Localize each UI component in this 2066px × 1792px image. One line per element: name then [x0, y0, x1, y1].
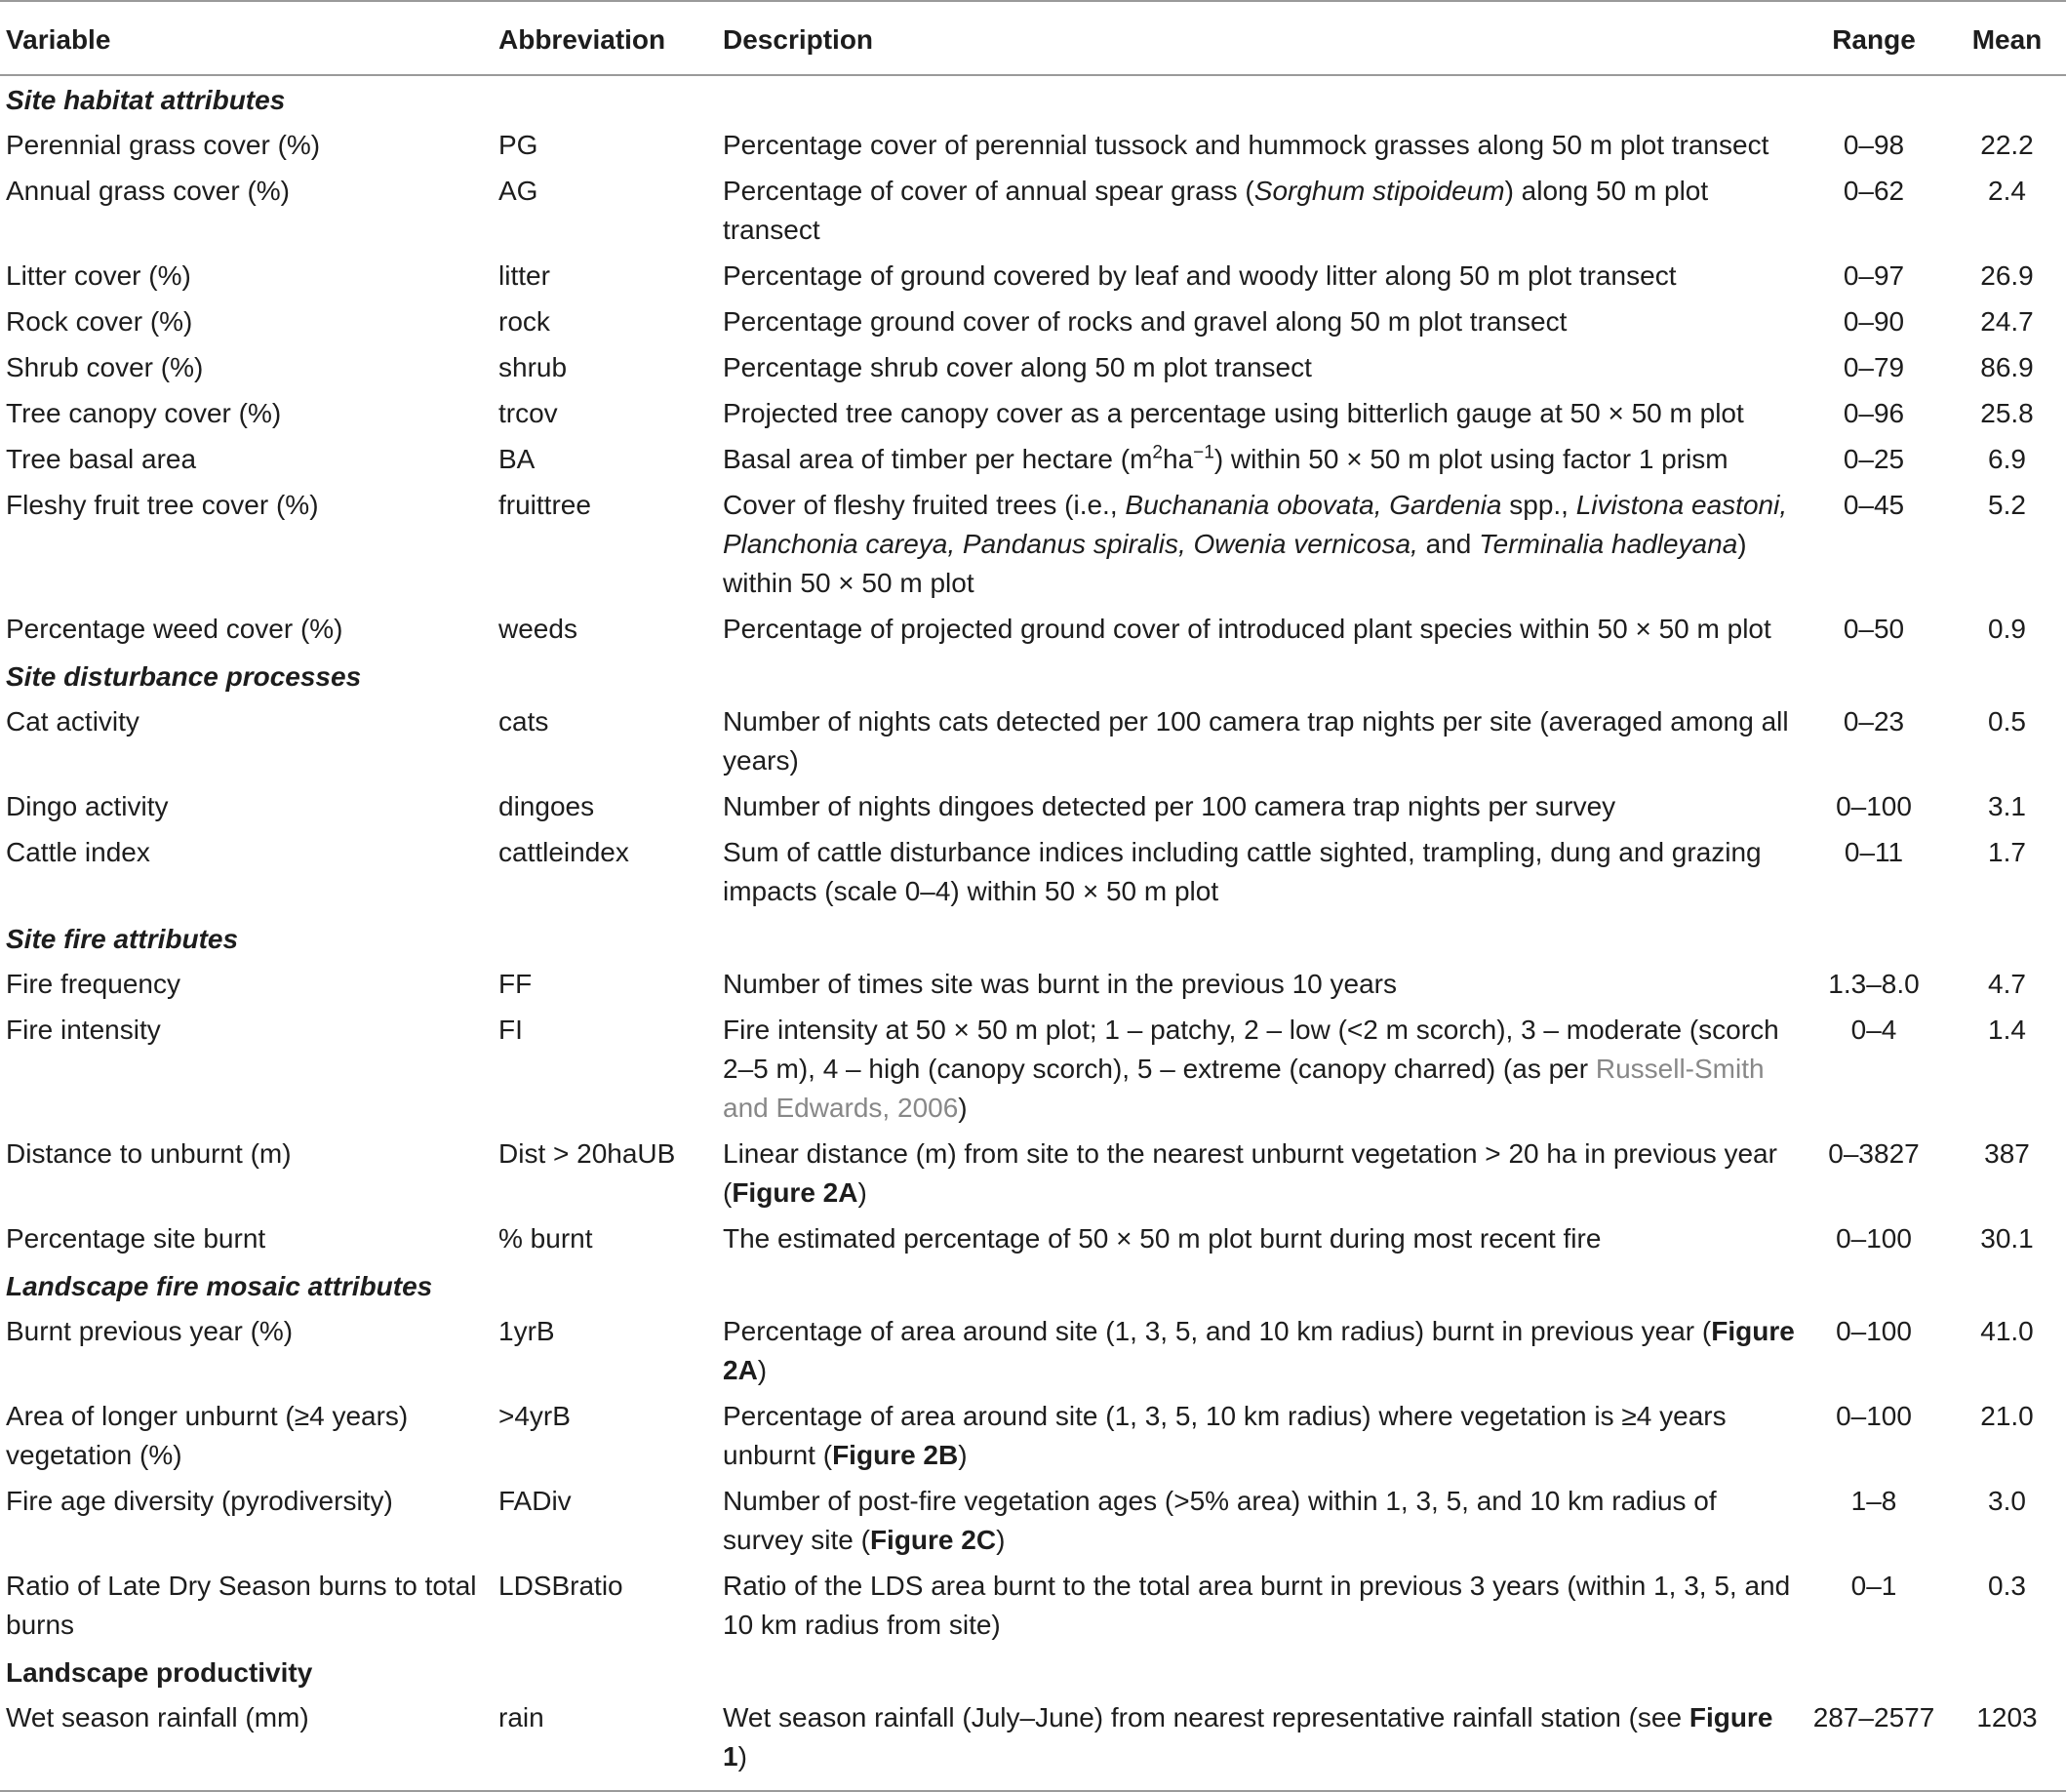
- description-cell: [717, 607, 1800, 653]
- description-text: Buchanania obovata, Gardenia: [1125, 490, 1502, 520]
- description-cell: [717, 1008, 1800, 1132]
- description-text: Number of nights dingoes detected per 100 camera trap nights per survey: [723, 791, 1616, 821]
- figure-reference[interactable]: Figure 2A: [732, 1177, 858, 1208]
- description-cell: [717, 123, 1800, 169]
- table-row: [0, 699, 2066, 784]
- description-cell: [717, 1564, 1800, 1649]
- mean-cell: 1.4: [1988, 1015, 2026, 1045]
- description-text: Terminalia hadleyana: [1479, 529, 1738, 559]
- description-text: Percentage of area around site (1, 3, 5, and 10 km radius) burnt in previous year (: [723, 1316, 1712, 1346]
- mean-cell: 387: [1984, 1138, 2030, 1169]
- section-heading: Site fire attributes: [6, 924, 239, 954]
- description-text: and: [1417, 529, 1480, 559]
- abbreviation-cell: Dist > 20haUB: [498, 1138, 676, 1169]
- mean-cell: 4.7: [1988, 969, 2026, 999]
- abbreviation-cell: AG: [498, 176, 538, 206]
- description-text: Cover of fleshy fruited trees (i.e.,: [723, 490, 1126, 520]
- table-row: [0, 437, 2066, 483]
- description-text: Percentage cover of perennial tussock and hummock grasses along 50 m plot transect: [723, 130, 1769, 160]
- range-cell: 0–4: [1850, 1015, 1897, 1045]
- description-cell: [717, 1695, 1800, 1791]
- header-abbreviation: Abbreviation: [498, 24, 666, 55]
- table-row: [0, 1479, 2066, 1564]
- header-mean: Mean: [1971, 24, 2043, 55]
- variable-cell: Cattle index: [6, 837, 150, 867]
- range-cell: 0–25: [1843, 444, 1905, 474]
- variable-cell: Percentage site burnt: [6, 1223, 266, 1254]
- mean-cell: 3.1: [1988, 791, 2026, 821]
- range-cell: 0–100: [1836, 1223, 1912, 1254]
- description-text: ) within 50 × 50 m plot using factor 1 prism: [1213, 444, 1728, 474]
- description-cell: [717, 254, 1800, 299]
- description-text: Percentage of area around site (1, 3, 5, 10 km radius) where vegetation is ≥4 years unburnt (: [723, 1401, 1727, 1470]
- abbreviation-cell: 1yrB: [498, 1316, 555, 1346]
- variable-cell: Wet season rainfall (mm): [6, 1702, 309, 1732]
- description-cell: [717, 1394, 1800, 1479]
- table-row: [0, 123, 2066, 169]
- description-cell: [717, 699, 1800, 784]
- range-cell: 0–100: [1836, 1316, 1912, 1346]
- description-cell: [717, 345, 1800, 391]
- mean-cell: 30.1: [1980, 1223, 2034, 1254]
- mean-cell: 1203: [1976, 1702, 2038, 1732]
- description-text: ): [958, 1440, 968, 1470]
- range-cell: 287–2577: [1812, 1702, 1935, 1732]
- variable-cell: Cat activity: [6, 706, 139, 737]
- description-text: ): [958, 1093, 968, 1123]
- description-text: Percentage of ground covered by leaf and woody litter along 50 m plot transect: [723, 260, 1677, 291]
- range-cell: 1.3–8.0: [1828, 969, 1920, 999]
- variable-cell: Shrub cover (%): [6, 352, 204, 382]
- variable-cell: Annual grass cover (%): [6, 176, 291, 206]
- variable-cell: Dingo activity: [6, 791, 169, 821]
- description-text: Number of times site was burnt in the previous 10 years: [723, 969, 1397, 999]
- variable-cell: Distance to unburnt (m): [6, 1138, 292, 1169]
- mean-cell: 86.9: [1980, 352, 2034, 382]
- table-row: [0, 1564, 2066, 1649]
- abbreviation-cell: cattleindex: [498, 837, 629, 867]
- table-row: [0, 962, 2066, 1008]
- section-heading: Landscape productivity: [6, 1657, 313, 1688]
- variable-cell: Perennial grass cover (%): [6, 130, 321, 160]
- abbreviation-cell: FADiv: [498, 1486, 572, 1516]
- table-row: [0, 1309, 2066, 1394]
- variable-cell: Burnt previous year (%): [6, 1316, 294, 1346]
- range-cell: 0–79: [1843, 352, 1905, 382]
- description-cell: [717, 1479, 1800, 1564]
- description-text: Livistona eastoni, Planchonia careya, Pandanus spiralis, Owenia vernicosa,: [723, 490, 1788, 559]
- header-range: Range: [1832, 24, 1916, 55]
- description-text: Number of post-fire vegetation ages (>5% area) within 1, 3, 5, and 10 km radius of survey site (: [723, 1486, 1717, 1555]
- citation-link[interactable]: Russell-Smith and Edwards, 2006: [723, 1054, 1765, 1123]
- range-cell: 0–97: [1843, 260, 1905, 291]
- table-row: [0, 299, 2066, 345]
- description-text: Percentage of cover of annual spear grass (: [723, 176, 1254, 206]
- description-cell: [717, 483, 1800, 607]
- range-cell: 0–50: [1843, 614, 1905, 644]
- mean-cell: 2.4: [1988, 176, 2026, 206]
- abbreviation-cell: shrub: [498, 352, 568, 382]
- mean-cell: 0.3: [1988, 1571, 2026, 1601]
- mean-cell: 3.0: [1988, 1486, 2026, 1516]
- description-cell: [717, 391, 1800, 437]
- section-heading: Landscape fire mosaic attributes: [6, 1271, 433, 1301]
- header-row: [0, 1, 2066, 75]
- abbreviation-cell: rock: [498, 306, 550, 337]
- abbreviation-cell: fruittree: [498, 490, 591, 520]
- variable-cell: Litter cover (%): [6, 260, 191, 291]
- abbreviation-cell: >4yrB: [498, 1401, 571, 1431]
- variable-cell: Fire intensity: [6, 1015, 161, 1045]
- mean-cell: 22.2: [1980, 130, 2034, 160]
- abbreviation-cell: trcov: [498, 398, 558, 428]
- section-heading-row: [0, 915, 2066, 962]
- description-text: Sorghum stipoideum: [1253, 176, 1505, 206]
- description-cell: [717, 169, 1800, 254]
- description-text: −1: [1193, 442, 1214, 463]
- abbreviation-cell: weeds: [498, 614, 577, 644]
- range-cell: 0–45: [1843, 490, 1905, 520]
- variable-cell: Ratio of Late Dry Season burns to total burns: [6, 1571, 477, 1640]
- section-heading-row: [0, 1649, 2066, 1695]
- figure-reference[interactable]: Figure 2C: [869, 1525, 997, 1555]
- header-variable: Variable: [6, 24, 111, 55]
- mean-cell: 0.5: [1988, 706, 2026, 737]
- range-cell: 0–96: [1843, 398, 1905, 428]
- description-cell: [717, 299, 1800, 345]
- description-cell: [717, 1216, 1800, 1262]
- table-row: [0, 607, 2066, 653]
- description-text: Sum of cattle disturbance indices including cattle sighted, trampling, dung and grazing impacts (scale 0–4) within 50 × 50 m plot: [723, 837, 1762, 906]
- range-cell: 0–98: [1843, 130, 1905, 160]
- description-text: The estimated percentage of 50 × 50 m plot burnt during most recent fire: [723, 1223, 1602, 1254]
- range-cell: 0–90: [1843, 306, 1905, 337]
- description-text: ): [857, 1177, 867, 1208]
- section-heading: Site habitat attributes: [6, 85, 286, 115]
- abbreviation-cell: PG: [498, 130, 538, 160]
- description-text: Percentage shrub cover along 50 m plot transect: [723, 352, 1312, 382]
- mean-cell: 41.0: [1980, 1316, 2034, 1346]
- table-row: [0, 254, 2066, 299]
- description-text: Percentage ground cover of rocks and gravel along 50 m plot transect: [723, 306, 1568, 337]
- abbreviation-cell: litter: [498, 260, 550, 291]
- mean-cell: 6.9: [1988, 444, 2026, 474]
- table-row: [0, 830, 2066, 915]
- description-cell: [717, 437, 1800, 483]
- abbreviation-cell: BA: [498, 444, 536, 474]
- abbreviation-cell: LDSBratio: [498, 1571, 623, 1601]
- section-heading: Site disturbance processes: [6, 661, 362, 692]
- table-row: [0, 1394, 2066, 1479]
- mean-cell: 5.2: [1988, 490, 2026, 520]
- range-cell: 1–8: [1850, 1486, 1897, 1516]
- range-cell: 0–62: [1843, 176, 1905, 206]
- abbreviation-cell: dingoes: [498, 791, 595, 821]
- description-text: Projected tree canopy cover as a percentage using bitterlich gauge at 50 × 50 m plot: [723, 398, 1744, 428]
- abbreviation-cell: cats: [498, 706, 549, 737]
- description-text: Number of nights cats detected per 100 camera trap nights per site (averaged among all years): [723, 706, 1789, 776]
- section-heading-row: [0, 653, 2066, 699]
- mean-cell: 0.9: [1988, 614, 2026, 644]
- description-cell: [717, 1309, 1800, 1394]
- table-row: [0, 483, 2066, 607]
- variable-cell: Tree canopy cover (%): [6, 398, 282, 428]
- description-cell: [717, 830, 1800, 915]
- mean-cell: 21.0: [1980, 1401, 2034, 1431]
- table-row: [0, 169, 2066, 254]
- abbreviation-cell: FF: [498, 969, 533, 999]
- table-row: [0, 1216, 2066, 1262]
- description-cell: [717, 962, 1800, 1008]
- description-text: Fire intensity at 50 × 50 m plot; 1 – patchy, 2 – low (<2 m scorch), 3 – moderate (scorch 2–5 m), 4 – high (canopy scorch), 5 – extreme (canopy charred) (as per: [723, 1015, 1779, 1084]
- mean-cell: 26.9: [1980, 260, 2034, 291]
- description-text: Linear distance (m) from site to the nearest unburnt vegetation > 20 ha in previous year (: [723, 1138, 1777, 1208]
- abbreviation-cell: FI: [498, 1015, 523, 1045]
- mean-cell: 24.7: [1980, 306, 2034, 337]
- description-text: ha: [1163, 444, 1194, 474]
- table-row: [0, 784, 2066, 830]
- variable-cell: Rock cover (%): [6, 306, 193, 337]
- table-row: [0, 1695, 2066, 1791]
- variable-cell: Percentage weed cover (%): [6, 614, 343, 644]
- variable-cell: Tree basal area: [6, 444, 197, 474]
- variable-cell: Fire age diversity (pyrodiversity): [6, 1486, 393, 1516]
- section-heading-row: [0, 75, 2066, 123]
- variable-cell: Fleshy fruit tree cover (%): [6, 490, 319, 520]
- mean-cell: 1.7: [1988, 837, 2026, 867]
- range-cell: 0–1: [1850, 1571, 1897, 1601]
- description-text: ): [737, 1741, 747, 1772]
- description-text: ): [757, 1355, 768, 1385]
- variable-cell: Area of longer unburnt (≥4 years) vegetation (%): [6, 1401, 409, 1470]
- range-cell: 0–100: [1836, 1401, 1912, 1431]
- description-text: ) within 50 × 50 m plot: [723, 529, 1747, 598]
- description-text: Basal area of timber per hectare (m: [723, 444, 1153, 474]
- description-text: Wet season rainfall (July–June) from nearest representative rainfall station (see: [723, 1702, 1689, 1732]
- description-text: ): [996, 1525, 1006, 1555]
- table-row: [0, 391, 2066, 437]
- mean-cell: 25.8: [1980, 398, 2034, 428]
- description-cell: [717, 1132, 1800, 1216]
- figure-reference[interactable]: Figure 1: [723, 1702, 1773, 1772]
- header-description: Description: [723, 24, 874, 55]
- variable-cell: Fire frequency: [6, 969, 180, 999]
- table-body: [0, 75, 2066, 1791]
- table-header: [0, 1, 2066, 75]
- range-cell: 0–11: [1844, 837, 1904, 867]
- description-text: Ratio of the LDS area burnt to the total area burnt in previous 3 years (within 1, 3, 5, and 10 km radius from site): [723, 1571, 1791, 1640]
- range-cell: 0–23: [1843, 706, 1905, 737]
- figure-reference[interactable]: Figure 2A: [723, 1316, 1795, 1385]
- abbreviation-cell: rain: [498, 1702, 544, 1732]
- table-row: [0, 1008, 2066, 1132]
- description-text: spp.,: [1501, 490, 1576, 520]
- figure-reference[interactable]: Figure 2B: [832, 1440, 959, 1470]
- table-row: [0, 1132, 2066, 1216]
- description-text: ) along 50 m plot transect: [723, 176, 1709, 245]
- abbreviation-cell: % burnt: [498, 1223, 593, 1254]
- section-heading-row: [0, 1262, 2066, 1309]
- description-text: 2: [1152, 442, 1163, 463]
- description-cell: [717, 784, 1800, 830]
- table-row: [0, 345, 2066, 391]
- range-cell: 0–100: [1836, 791, 1912, 821]
- range-cell: 0–3827: [1828, 1138, 1920, 1169]
- description-text: Percentage of projected ground cover of introduced plant species within 50 × 50 m plot: [723, 614, 1771, 644]
